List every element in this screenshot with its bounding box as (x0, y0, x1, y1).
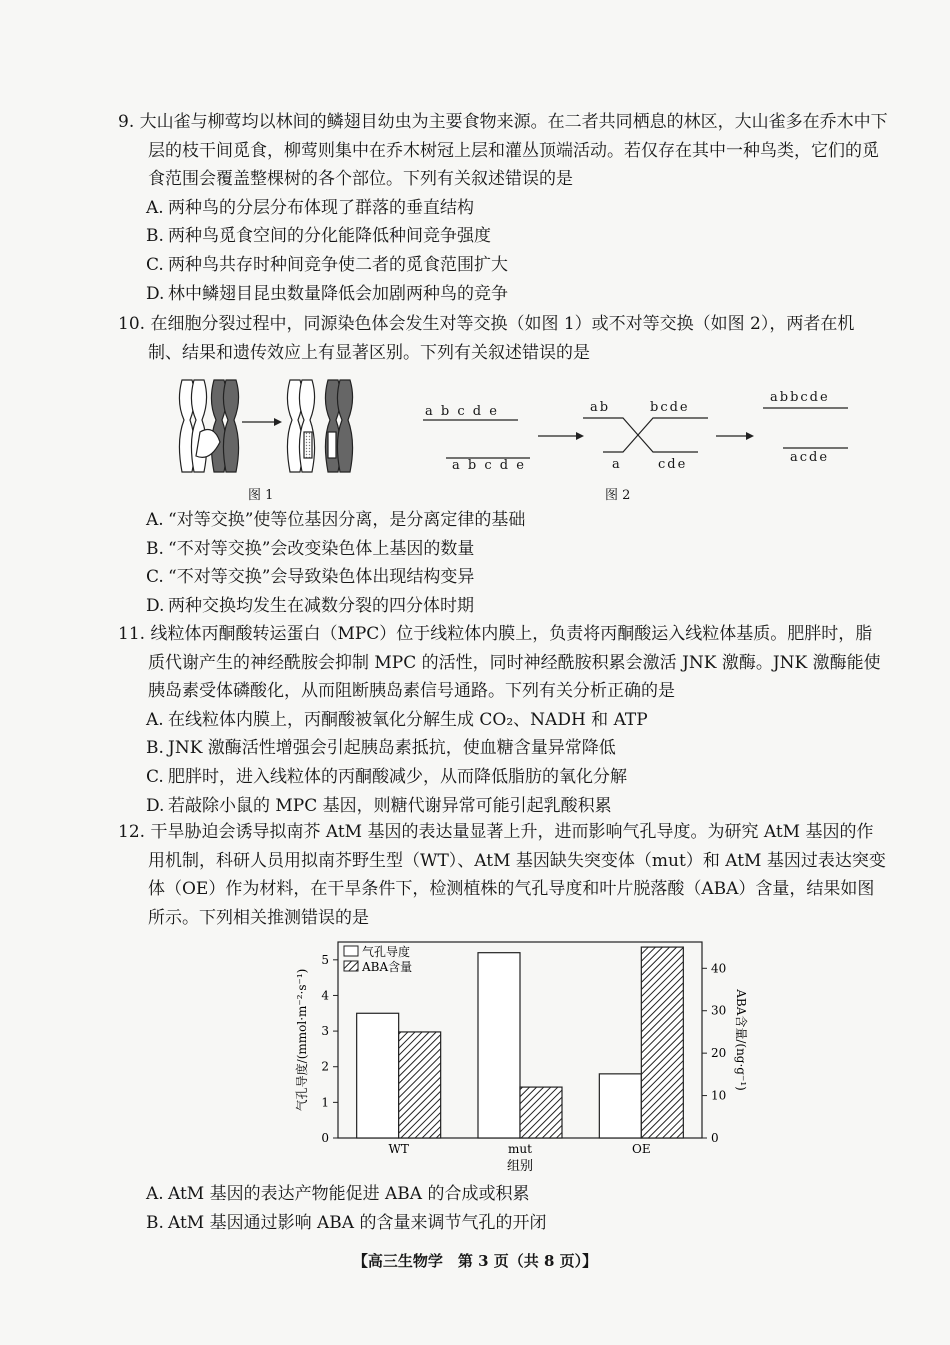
question-12 (118, 818, 888, 932)
chromosome-pair-before (179, 380, 238, 472)
question-12-options (118, 1180, 888, 1237)
x-tick-label: OE (632, 1142, 651, 1156)
aba-bar (399, 1032, 441, 1138)
question-12-option-b[interactable]: B. AtM 基因通过影响 ABA 的含量来调节气孔的开闭 (146, 1212, 547, 1233)
question-9-option-b[interactable]: B. 两种鸟觅食空间的分化能降低种间竞争强度 (146, 226, 491, 247)
page-footer-text: 【高三生物学 第 3 页（共 8 页）】 (352, 1252, 598, 1270)
question-10-stem: 10. 在细胞分裂过程中，同源染色体会发生对等交换（如图 1）或不对等交换（如图 2），两者在机制、结果和遗传效应上有显著区别。下列有关叙述错误的是 (118, 314, 855, 363)
fig2-mid-top-right-genes: bcde (650, 400, 690, 415)
aba-bar (520, 1087, 562, 1138)
x-tick-label: mut (508, 1142, 532, 1156)
question-9-option-d[interactable]: D. 林中鳞翅目昆虫数量降低会加剧两种鸟的竞争 (146, 283, 508, 304)
left-tick-label: 1 (321, 1095, 329, 1110)
question-12-stem: 12. 干旱胁迫会诱导拟南芥 AtM 基因的表达量显著上升，进而影响气孔导度。为研究 AtM 基因的作用机制，科研人员用拟南芥野生型（WT）、AtM 基因缺失突变体（mut）和 AtM 基因过表达突变体（OE）作为材料，在干旱条件下，检测植株的气孔导度和叶片脱落酸（ABA）含量，结果如图所示。下列相关推测错误的是 (118, 822, 886, 928)
fig2-mid-bottom-left-genes: a (612, 457, 622, 472)
question-10-option-c[interactable]: C. “不对等交换”会导致染色体出现结构变异 (146, 567, 475, 588)
fig2-right-top-genes: abbcde (770, 390, 830, 405)
question-10-option-a[interactable]: A. “对等交换”使等位基因分离，是分离定律的基础 (146, 510, 526, 530)
question-9-option-c[interactable]: C. 两种鸟共存时种间竞争使二者的觅食范围扩大 (146, 254, 508, 275)
fig2-mid-top-left-genes: ab (590, 400, 611, 415)
left-tick-label: 4 (321, 988, 329, 1003)
figure-1-chromosomes (170, 372, 370, 482)
figure-1-label: 图 1 (248, 488, 274, 503)
stomatal-aba-bar-chart (290, 930, 750, 1175)
figure-2-label: 图 2 (605, 488, 631, 503)
question-9-stem: 9. 大山雀与柳莺均以林间的鳞翅目幼虫为主要食物来源。在二者共同栖息的林区，大山雀多在乔木中下层的枝干间觅食，柳莺则集中在乔木树冠上层和灌丛顶端活动。若仅存在其中一种鸟类，它们的觅食范围会覆盖整棵树的各个部位。下列有关叙述错误的是 (118, 112, 888, 190)
legend-swatch-stomatal (344, 946, 358, 956)
question-10-option-d[interactable]: D. 两种交换均发生在减数分裂的四分体时期 (146, 595, 474, 616)
aba-bar (641, 947, 683, 1138)
fig2-mid-bottom-right-genes: cde (658, 457, 688, 472)
question-11-stem: 11. 线粒体丙酮酸转运蛋白（MPC）位于线粒体内膜上，负责将丙酮酸运入线粒体基质。肥胖时，脂质代谢产生的神经酰胺会抑制 MPC 的活性，同时神经酰胺积累会激活 JNK 激酶。JNK 激酶能使胰岛素受体磷酸化，从而阻断胰岛素信号通路。下列有关分析正确的是 (118, 624, 881, 702)
right-tick-label: 20 (711, 1046, 727, 1061)
question-9-option-a[interactable]: A. 两种鸟的分层分布体现了群落的垂直结构 (146, 197, 474, 218)
right-tick-label: 30 (711, 1003, 727, 1018)
left-axis-title: 气孔导度/(mmol·m⁻²·s⁻¹) (295, 968, 309, 1112)
fig2-right-bottom-genes: acde (790, 450, 830, 465)
left-tick-label: 0 (321, 1131, 329, 1145)
stomatal-bar (478, 953, 520, 1138)
question-10-option-b[interactable]: B. “不对等交换”会改变染色体上基因的数量 (146, 538, 475, 559)
question-9 (118, 108, 888, 308)
legend-label-stomatal: 气孔导度 (362, 945, 411, 959)
stomatal-bar (357, 1013, 399, 1138)
fig2-left-bottom-genes: a b c d e (452, 458, 526, 473)
page-footer (0, 1250, 950, 1271)
right-tick-label: 10 (711, 1088, 727, 1103)
question-10-options (118, 506, 888, 620)
legend-label-aba: ABA含量 (362, 960, 413, 974)
x-axis-title: 组别 (506, 1159, 534, 1174)
stomatal-bar (599, 1074, 641, 1138)
left-tick-label: 2 (321, 1059, 329, 1074)
legend-swatch-aba (344, 961, 358, 971)
question-10 (118, 310, 888, 367)
question-11-option-c[interactable]: C. 肥胖时，进入线粒体的丙酮酸减少，从而降低脂肪的氧化分解 (146, 766, 627, 787)
question-11-option-d[interactable]: D. 若敲除小鼠的 MPC 基因，则糖代谢异常可能引起乳酸积累 (146, 795, 612, 816)
question-11-option-b[interactable]: B. JNK 激酶活性增强会引起胰岛素抵抗，使血糖含量异常降低 (146, 738, 616, 759)
x-tick-label: WT (388, 1142, 409, 1156)
left-tick-label: 3 (321, 1024, 329, 1039)
right-axis-title: ABA含量/(ng·g⁻¹) (734, 989, 748, 1091)
question-11 (118, 620, 888, 820)
question-11-option-a[interactable]: A. 在线粒体内膜上，丙酮酸被氧化分解生成 CO₂、NADH 和 ATP (146, 709, 648, 730)
question-12-option-a[interactable]: A. AtM 基因的表达产物能促进 ABA 的合成或积累 (146, 1184, 530, 1204)
right-tick-label: 0 (711, 1131, 719, 1145)
right-tick-label: 40 (711, 961, 727, 976)
chromosome-pair-after (287, 380, 352, 472)
fig2-left-top-genes: a b c d e (425, 404, 499, 419)
left-tick-label: 5 (321, 952, 329, 967)
